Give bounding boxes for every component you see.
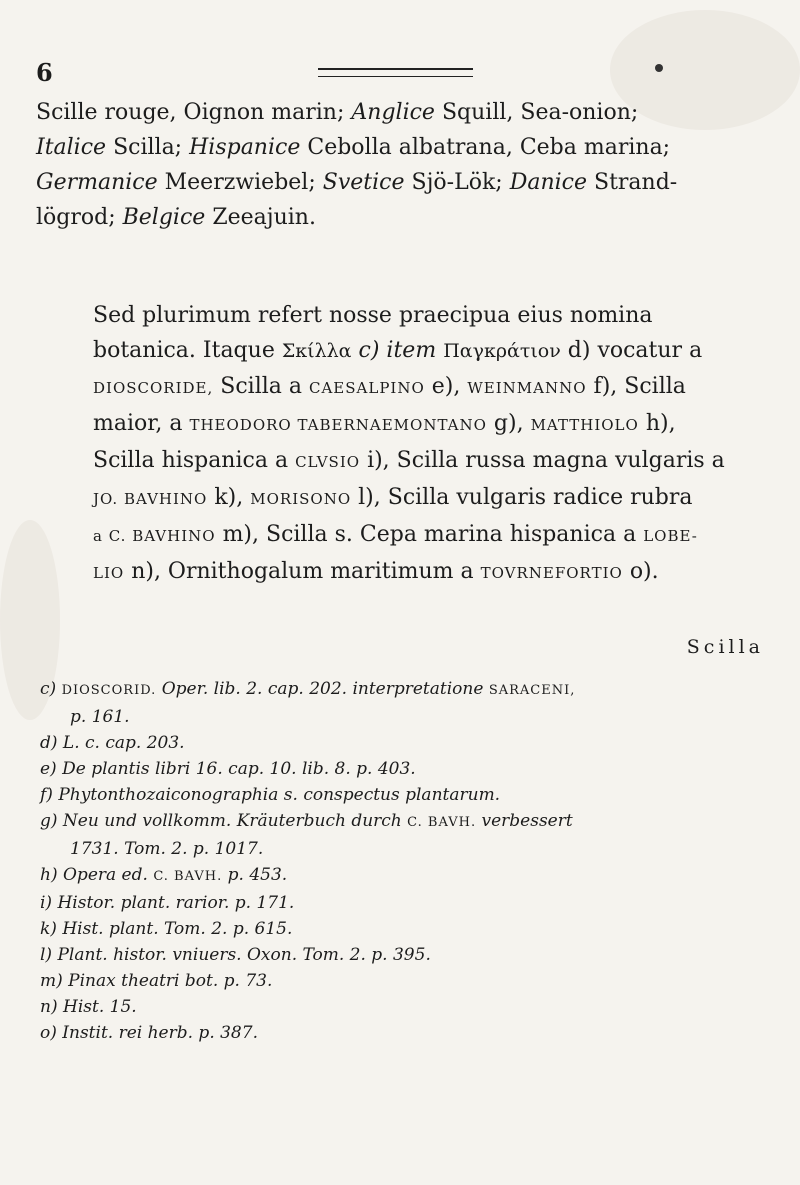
author-name: TOVRNEFORTIO: [480, 564, 623, 582]
footnote-text: Opera ed.: [63, 865, 148, 885]
text: m), Scilla s. Cepa marina hispanica a: [222, 522, 637, 547]
line: Sed plurimum refert nosse praecipua eius nomina: [93, 303, 653, 328]
language-label: Belgice: [122, 205, 206, 230]
footnote-mark: e): [40, 759, 57, 779]
text: n), Ornithogalum maritimum a: [131, 559, 474, 584]
line: [36, 406, 776, 443]
footnote-text: De plantis libri 16. cap. 10. lib. 8. p. 403.: [62, 759, 416, 779]
text: maior, a: [93, 411, 183, 436]
page-number: 6: [36, 58, 53, 87]
author-name: LIO: [93, 564, 125, 582]
catchword: Scilla: [686, 636, 764, 658]
author-name: DIOSCORIDE,: [93, 379, 214, 397]
vernacular-names-paragraph: [36, 95, 776, 235]
author-name: THEODORO TABERNAEMONTANO: [189, 416, 487, 434]
author-name: C. BAVH.: [407, 815, 477, 830]
greek-term: Παγκράτιον: [443, 340, 561, 362]
footnotes: [40, 676, 780, 1046]
text: Scilla;: [113, 135, 183, 160]
author-name: SARACENI,: [488, 683, 576, 698]
footnote: [40, 968, 780, 994]
language-label: Anglice: [351, 100, 435, 125]
footnote-mark: l): [40, 945, 53, 965]
text: Sjö-Lök;: [411, 170, 503, 195]
footnote: [40, 808, 780, 836]
footnote-mark: f): [40, 785, 53, 805]
text: Scille rouge, Oignon marin;: [36, 100, 345, 125]
text: Scilla hispanica a: [93, 448, 289, 473]
footnote-text: Oper. lib. 2. cap. 202. interpretatione: [161, 679, 484, 699]
footnote: [40, 890, 780, 916]
footnote-text: Instit. rei herb. p. 387.: [62, 1023, 258, 1043]
author-name: JO. BAVHINO: [93, 490, 208, 508]
footnote: [40, 942, 780, 968]
line: [36, 480, 776, 517]
line: [36, 443, 776, 480]
footnote: [40, 756, 780, 782]
line: [36, 165, 776, 200]
footnote-continuation: 1731. Tom. 2. p. 1017.: [70, 839, 264, 859]
text: h),: [645, 411, 676, 436]
header-dot: [655, 64, 663, 72]
author-name: C. BAVH.: [153, 869, 223, 884]
line: [36, 554, 776, 591]
footnote-mark: c): [40, 679, 57, 699]
text: d) vocatur a: [567, 338, 703, 363]
text: Cebolla albatrana, Ceba marina;: [307, 135, 671, 160]
text: lögrod;: [36, 205, 116, 230]
footnote: [40, 994, 780, 1020]
language-label: Svetice: [322, 170, 405, 195]
text: f), Scilla: [593, 374, 686, 399]
text: o).: [629, 559, 659, 584]
footnote-text: Pinax theatri bot. p. 73.: [68, 971, 273, 991]
footnote: [40, 730, 780, 756]
text: Zeeajuin.: [212, 205, 316, 230]
footnote-text: L. c. cap. 203.: [62, 733, 185, 753]
text: botanica. Itaque: [93, 338, 275, 363]
language-label: Italice: [36, 135, 107, 160]
text: Meerzwiebel;: [164, 170, 316, 195]
line: [36, 369, 776, 406]
footnote-mark: m): [40, 971, 63, 991]
footnote-continuation: p. 161.: [70, 707, 130, 727]
author-name: CLVSIO: [295, 453, 361, 471]
author-name: a C. BAVHINO: [93, 527, 216, 545]
footnote-text: Phytonthozaiconographia s. conspectus plantarum.: [58, 785, 501, 805]
footnote: [40, 916, 780, 942]
footnote-text: Histor. plant. rarior. p. 171.: [57, 893, 295, 913]
footnote-text: verbessert: [481, 811, 573, 831]
footnote-text: Plant. histor. vniuers. Oxon. Tom. 2. p. 395.: [57, 945, 431, 965]
text: e),: [431, 374, 461, 399]
author-name: LOBE-: [643, 527, 698, 545]
header-rule: [318, 68, 473, 77]
footnote: [40, 862, 780, 890]
greek-term: Σκίλλα: [281, 340, 352, 362]
text: k),: [214, 485, 244, 510]
author-name: MORISONO: [250, 490, 352, 508]
footnote-text: Hist. plant. Tom. 2. p. 615.: [62, 919, 293, 939]
author-name: DIOSCORID.: [61, 683, 157, 698]
footnote-text: Hist. 15.: [63, 997, 137, 1017]
text: Squill, Sea-onion;: [441, 100, 639, 125]
footnote-mark: i): [40, 893, 53, 913]
text: g),: [493, 411, 524, 436]
footnote: [40, 676, 780, 704]
text: c) item: [358, 338, 437, 363]
footnote-mark: k): [40, 919, 57, 939]
footnote-mark: d): [40, 733, 58, 753]
footnote-text: p. 453.: [227, 865, 288, 885]
line: [36, 200, 776, 235]
language-label: Hispanice: [189, 135, 301, 160]
line: [36, 333, 776, 369]
author-name: WEINMANNO: [467, 379, 587, 397]
botanical-names-paragraph: [36, 298, 776, 591]
line: [36, 517, 776, 554]
text: Scilla a: [220, 374, 302, 399]
author-name: CAESALPINO: [309, 379, 425, 397]
footnote-mark: h): [40, 865, 58, 885]
footnote: [40, 782, 780, 808]
line: [36, 130, 776, 165]
text: Strand-: [594, 170, 678, 195]
footnote-mark: g): [40, 811, 58, 831]
footnote: [40, 1020, 780, 1046]
footnote-mark: o): [40, 1023, 57, 1043]
author-name: MATTHIOLO: [530, 416, 639, 434]
text: l), Scilla vulgaris radice rubra: [358, 485, 693, 510]
language-label: Germanice: [36, 170, 158, 195]
text: i), Scilla russa magna vulgaris a: [367, 448, 725, 473]
language-label: Danice: [509, 170, 587, 195]
footnote-mark: n): [40, 997, 58, 1017]
line: [36, 95, 776, 130]
footnote-text: Neu und vollkomm. Kräuterbuch durch: [62, 811, 402, 831]
